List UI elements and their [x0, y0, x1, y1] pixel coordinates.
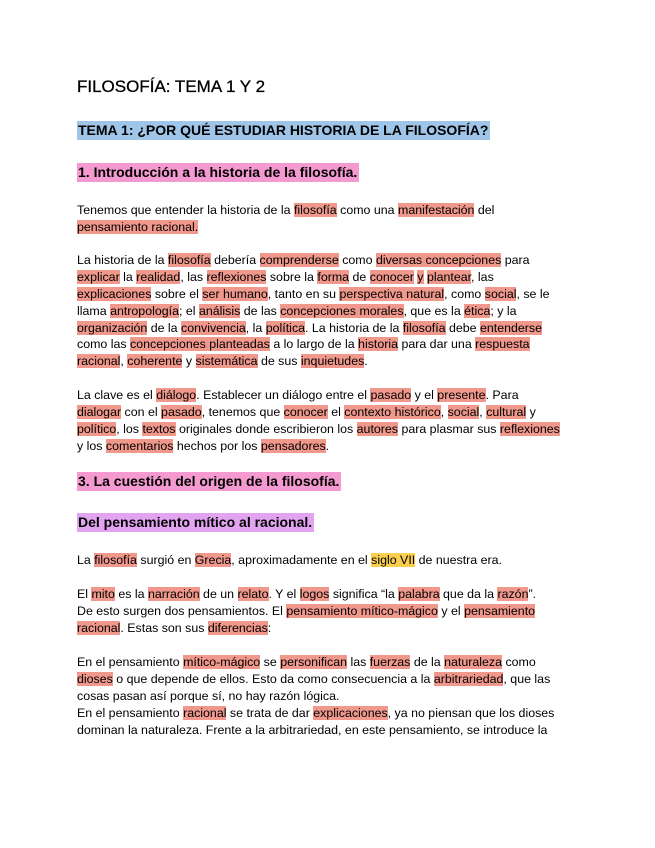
text-run: , se le — [516, 286, 550, 301]
highlighted-term: explicaciones — [313, 705, 388, 720]
paragraph-dialogue — [77, 387, 587, 455]
text-run: como — [338, 253, 376, 267]
text-run: las — [347, 655, 370, 669]
text-run: . — [364, 354, 368, 369]
highlighted-term: manifestación — [398, 203, 475, 217]
text-run: ; y la — [490, 303, 517, 318]
highlighted-term: pensamiento — [464, 603, 536, 618]
text-run: de la — [410, 655, 445, 669]
text-run: La — [77, 553, 95, 567]
text-run: , que es la — [403, 303, 465, 318]
section-introduction-heading: 1. Introducción a la historia de la filosofía. — [78, 164, 358, 180]
highlighted-term: conocer — [283, 404, 328, 419]
highlighted-term: autores — [356, 421, 398, 436]
text-run: y el — [411, 388, 438, 402]
text-line — [77, 320, 587, 337]
highlighted-term: ética — [464, 303, 491, 318]
highlighted-term: filosofía — [293, 203, 337, 217]
highlighted-term: dioses — [77, 671, 113, 686]
text-run: a lo largo de la — [269, 337, 359, 352]
highlighted-term: pensadores — [260, 438, 326, 453]
text-run: En el pensamiento — [77, 705, 184, 720]
highlighted-term: mítico-mágico — [183, 655, 261, 669]
text-line — [77, 705, 587, 722]
text-line — [77, 722, 587, 739]
highlighted-term: filosofía — [402, 320, 446, 335]
paragraph-intro — [77, 202, 587, 236]
text-run: , ya no piensan que los dioses — [387, 705, 555, 720]
highlighted-term: arbitrariedad — [433, 671, 504, 686]
highlighted-term: textos — [142, 421, 176, 436]
highlighted-term: reflexiones — [499, 421, 560, 436]
text-line — [77, 286, 587, 303]
text-run: para dar una — [398, 337, 476, 352]
text-run: Tenemos que entender la historia de la — [77, 203, 294, 217]
highlighted-term: perspectiva natural — [339, 286, 445, 301]
text-run: , aproximadamente en el — [231, 553, 372, 567]
text-run: . — [325, 438, 330, 453]
highlighted-term: plantear — [426, 269, 472, 284]
text-run: y — [526, 404, 536, 419]
paragraph-myth-logos — [77, 586, 587, 637]
document-title: FILOSOFÍA: TEMA 1 Y 2 — [77, 77, 266, 96]
text-run: llama — [77, 303, 111, 318]
text-run: El — [77, 587, 92, 601]
text-run: . La historia de la — [305, 320, 403, 335]
text-line — [77, 404, 587, 421]
text-line — [77, 252, 587, 269]
highlighted-term: logos — [299, 587, 330, 601]
text-run: para plasmar sus — [398, 421, 500, 436]
text-run: , las — [471, 269, 494, 284]
text-run: . Establecer un diálogo entre el — [196, 388, 371, 402]
tema1-heading: TEMA 1: ¿POR QUÉ ESTUDIAR HISTORIA DE LA FILOSOFÍA? — [78, 122, 489, 138]
text-line — [77, 202, 587, 219]
highlighted-term: análisis — [198, 303, 241, 318]
highlighted-term: mito — [91, 587, 115, 601]
text-run: . Estas son sus — [120, 620, 208, 635]
highlighted-term: personifican — [280, 655, 347, 669]
highlighted-term: social — [447, 404, 480, 419]
text-run: es la — [114, 587, 148, 601]
text-run: como — [502, 655, 536, 669]
text-run: , — [479, 404, 487, 419]
highlighted-term: historia — [358, 337, 398, 352]
text-line — [77, 336, 587, 353]
text-run: . Para — [485, 388, 519, 402]
text-run: : — [267, 620, 272, 635]
highlighted-term: antropología — [110, 303, 179, 318]
highlighted-term: cultural — [486, 404, 527, 419]
highlighted-term: coherente — [127, 354, 183, 369]
text-run: del — [474, 203, 495, 217]
text-run: , — [120, 354, 128, 369]
text-line — [77, 353, 587, 370]
highlighted-term: pensamiento racional. — [77, 219, 199, 234]
text-run: dominan la naturaleza. Frente a la arbitrariedad, en este pensamiento, se introduce la — [77, 722, 548, 737]
text-line — [77, 620, 587, 637]
text-run: con el — [121, 404, 162, 419]
text-line — [77, 688, 587, 705]
highlighted-term: palabra — [398, 587, 440, 601]
highlighted-term: racional — [77, 620, 121, 635]
text-run: , tenemos que — [201, 404, 284, 419]
highlighted-term: respuesta — [475, 337, 530, 352]
highlighted-date: siglo VII — [371, 553, 416, 567]
text-run: para — [501, 253, 530, 267]
text-run: cosas pasan así porque sí, no hay razón lógica. — [77, 688, 340, 703]
text-line — [77, 303, 587, 320]
text-run: de la — [147, 320, 182, 335]
text-run: surgió en — [136, 553, 195, 567]
text-line — [77, 269, 587, 286]
highlighted-term: reflexiones — [206, 269, 267, 284]
text-run: como las — [77, 337, 131, 352]
text-line — [77, 671, 587, 688]
text-run: , las — [180, 269, 207, 284]
highlighted-term: concepciones morales — [280, 303, 404, 318]
text-run: de — [349, 269, 370, 284]
text-run: se trata de dar — [226, 705, 314, 720]
text-line — [77, 219, 587, 236]
text-run: ”. — [528, 587, 537, 601]
highlighted-term: dialogar — [77, 404, 122, 419]
text-run: hechos por los — [173, 438, 261, 453]
text-run: y el — [437, 603, 465, 618]
text-run: originales donde escribieron los — [175, 421, 357, 436]
highlighted-term: racional — [77, 354, 121, 369]
highlighted-term: comprenderse — [259, 253, 339, 267]
highlighted-term: sistemática — [195, 354, 258, 369]
text-line — [77, 586, 587, 603]
text-line — [77, 603, 587, 620]
highlighted-term: organización — [77, 320, 148, 335]
highlighted-term: comentarios — [105, 438, 174, 453]
text-run: , que las — [503, 671, 551, 686]
highlighted-term: narración — [147, 587, 200, 601]
highlighted-term: presente — [437, 388, 486, 402]
text-run: y los — [77, 438, 106, 453]
highlighted-term: forma — [317, 269, 350, 284]
paragraph-differences — [77, 654, 587, 738]
text-run: o que depende de ellos. Esto da como consecuencia a la — [112, 671, 434, 686]
highlighted-term: pasado — [161, 404, 202, 419]
text-run: La historia de la — [77, 253, 168, 267]
highlighted-term: político — [77, 421, 117, 436]
highlighted-term: concepciones planteadas — [130, 337, 270, 352]
highlighted-term: racional — [183, 705, 227, 720]
highlighted-term: fuerzas — [369, 655, 411, 669]
highlighted-term: contexto histórico — [344, 404, 441, 419]
text-run: debería — [210, 253, 260, 267]
text-line — [77, 654, 587, 671]
text-run: De esto surgen dos pensamientos. El — [77, 603, 287, 618]
highlighted-term: realidad — [136, 269, 181, 284]
text-run: sobre la — [266, 269, 318, 284]
paragraph-history — [77, 252, 587, 370]
highlighted-term: diversas concepciones — [375, 253, 502, 267]
text-run: , los — [116, 421, 143, 436]
text-run: de sus — [257, 354, 301, 369]
highlighted-term: convivencia — [181, 320, 246, 335]
text-run: se — [260, 655, 281, 669]
highlighted-term: filosofía — [167, 253, 211, 267]
text-line — [77, 421, 587, 438]
text-line — [77, 387, 587, 404]
text-run: la — [119, 269, 137, 284]
text-run: significa “la — [329, 587, 399, 601]
highlighted-term: política — [265, 320, 306, 335]
highlighted-term: explicar — [77, 269, 120, 284]
highlighted-term: diálogo — [156, 388, 197, 402]
highlighted-term: relato — [237, 587, 269, 601]
highlighted-term: filosofía — [94, 553, 137, 567]
text-run: , — [440, 404, 448, 419]
text-run: y — [182, 354, 196, 369]
text-run: sobre el — [151, 286, 203, 301]
text-run: de las — [240, 303, 281, 318]
section-origin-heading: 3. La cuestión del origen de la filosofía. — [78, 473, 340, 489]
text-run: ; el — [178, 303, 199, 318]
highlighted-term: pasado — [370, 388, 412, 402]
text-run: En el pensamiento — [77, 655, 184, 669]
text-run: , como — [444, 286, 485, 301]
highlighted-term: social — [484, 286, 517, 301]
highlighted-term: ser humano — [202, 286, 268, 301]
text-run: de nuestra era. — [415, 553, 502, 567]
highlighted-term: naturaleza — [444, 655, 503, 669]
text-run: , la — [245, 320, 266, 335]
text-run: que da la — [439, 587, 498, 601]
text-run: como una — [336, 203, 398, 217]
subsection-myth-reason-heading: Del pensamiento mítico al racional. — [78, 514, 313, 530]
text-run: el — [327, 404, 345, 419]
text-line — [77, 438, 587, 455]
text-run: La clave es el — [77, 388, 157, 402]
highlighted-term: diferencias — [207, 620, 268, 635]
text-run: de un — [199, 587, 238, 601]
highlighted-term: razón — [497, 587, 529, 601]
text-run: . Y el — [268, 587, 300, 601]
highlighted-term: inquietudes — [300, 354, 365, 369]
paragraph-origin — [77, 552, 587, 569]
highlighted-term: explicaciones — [77, 286, 152, 301]
highlighted-term: pensamiento mítico-mágico — [286, 603, 438, 618]
highlighted-term: y — [417, 269, 424, 284]
highlighted-term: entenderse — [480, 320, 543, 335]
text-line — [77, 552, 587, 569]
highlighted-term: Grecia — [194, 553, 232, 567]
text-run: , tanto en su — [267, 286, 340, 301]
text-run: debe — [445, 320, 480, 335]
highlighted-term: conocer — [369, 269, 414, 284]
